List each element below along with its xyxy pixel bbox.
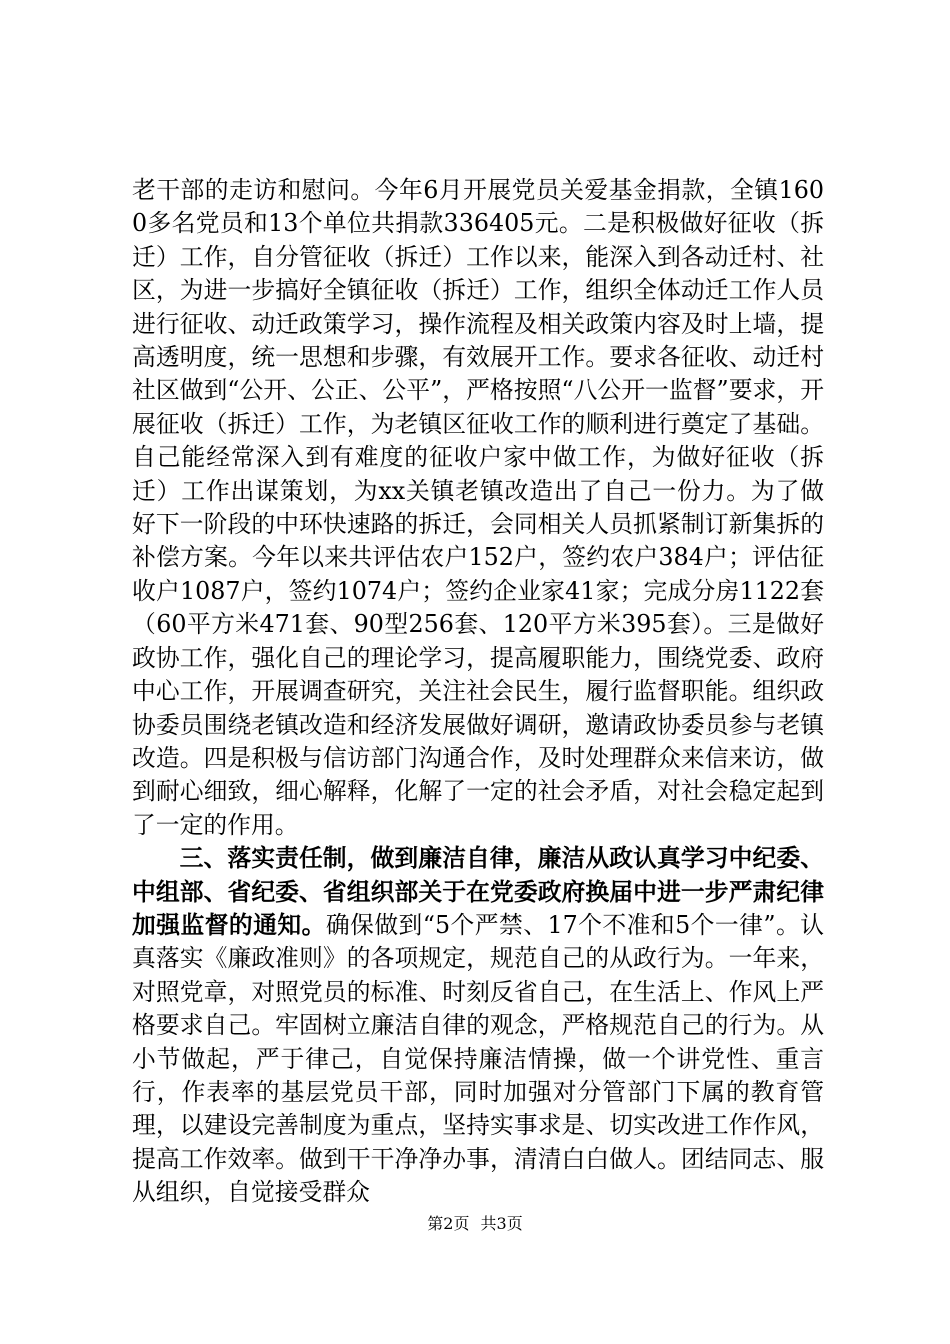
section-heading: 三、落实责任制，做到廉洁自律，廉洁从政认真学习中纪委、中组部、省纪委、省组织部关于在党委政府换届中进一步严肃纪律加强监督的通知。	[132, 844, 824, 939]
page-footer	[0, 1214, 950, 1234]
document-body	[132, 174, 824, 1210]
page-number-total: 共3页	[480, 1214, 523, 1233]
section-body: 确保做到“5个严禁、17个不准和5个一律”。认真落实《廉政准则》的各项规定，规范自己的从政行为。一年来，对照党章，对照党员的标准、时刻反省自己，在生活上、作风上严格要求自己。牢固树立廉洁自律的观念，严格规范自己的行为。从小节做起，严于律己，自觉保持廉洁情操，做一个讲党性、重言行，作表率的基层党员干部，同时加强对分管部门下属的教育管理，以建设完善制度为重点，坚持实事求是、切实改进工作作风，提高工作效率。做到干干净净办事，清清白白做人。团结同志、服从组织，自觉接受群众	[132, 910, 824, 1207]
paragraph-section-three	[132, 842, 824, 1209]
paragraph-continuation: 老干部的走访和慰问。今年6月开展党员关爱基金捐款，全镇1600多名党员和13个单位共捐款336405元。二是积极做好征收（拆迁）工作，自分管征收（拆迁）工作以来，能深入到各动迁村、社区，为进一步搞好全镇征收（拆迁）工作，组织全体动迁工作人员进行征收、动迁政策学习，操作流程及相关政策内容及时上墙，提高透明度，统一思想和步骤，有效展开工作。要求各征收、动迁村社区做到“公开、公正、公平”，严格按照“八公开一监督”要求，开展征收（拆迁）工作，为老镇区征收工作的顺利进行奠定了基础。自己能经常深入到有难度的征收户家中做工作，为做好征收（拆迁）工作出谋策划，为xx关镇老镇改造出了自己一份力。为了做好下一阶段的中环快速路的拆迁，会同相关人员抓紧制订新集拆的补偿方案。今年以来共评估农户152户，签约农户384户；评估征收户1087户，签约1074户；签约企业家41家；完成分房1122套（60平方米471套、90型256套、120平方米395套）。三是做好政协工作，强化自己的理论学习，提高履职能力，围绕党委、政府中心工作，开展调查研究，关注社会民生，履行监督职能。组织政协委员围绕老镇改造和经济发展做好调研，邀请政协委员参与老镇改造。四是积极与信访部门沟通合作，及时处理群众来信来访，做到耐心细致，细心解释，化解了一定的社会矛盾，对社会稳定起到了一定的作用。	[132, 176, 824, 839]
page-number-current: 第2页	[427, 1214, 470, 1233]
